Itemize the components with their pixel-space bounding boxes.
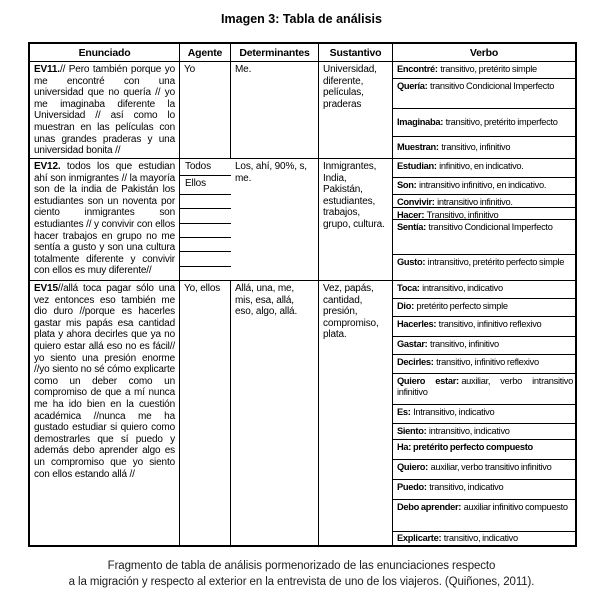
- verb-description: transitivo, infinitivo reflexivo: [436, 356, 539, 367]
- ev15-label: EV15: [34, 283, 58, 294]
- verb-name: Decirles:: [397, 356, 434, 367]
- verb-row: [393, 440, 575, 460]
- agente-subcell: [180, 267, 231, 280]
- ev12-enunciado-cell: [30, 159, 180, 280]
- verb-name: Muestran:: [397, 142, 439, 152]
- verb-name: Estudian:: [397, 160, 437, 171]
- verb-description: intransitivo infinitivo, en indicativo.: [418, 179, 547, 190]
- verb-description: transitivo Condicional Imperfecto: [428, 221, 553, 232]
- ev15-determinantes-cell: Allá, una, me, mis, esa, allá, eso, algo, allá.: [231, 281, 319, 545]
- verb-name: Es:: [397, 406, 411, 417]
- verb-row: [393, 532, 575, 545]
- table-row-ev11: [30, 62, 575, 159]
- verb-name: Encontré:: [397, 63, 438, 74]
- verb-row: [393, 500, 575, 532]
- ev11-label: EV11.: [34, 64, 60, 75]
- ev12-verbo-cell: [393, 159, 575, 280]
- ev11-agente-cell: Yo: [180, 62, 231, 158]
- header-verbo: Verbo: [469, 46, 499, 59]
- verb-row: [393, 337, 575, 355]
- verb-row: [393, 355, 575, 374]
- ev15-sustantivo-cell: Vez, papás, cantidad, presión, compromiso, plata.: [319, 281, 393, 545]
- agente-subcell: Todos: [180, 159, 231, 176]
- ev12-sustantivo-cell: Inmigrantes, India, Pakistán, estudiantes, trabajos, grupo, cultura.: [319, 159, 393, 280]
- verb-row: [393, 159, 575, 178]
- verb-name: Quiero estar:: [397, 375, 459, 386]
- verb-description: transitivo, infinitivo: [441, 142, 511, 152]
- agente-subcell: [180, 252, 231, 266]
- verb-row: [393, 79, 575, 109]
- verb-name: Siento:: [397, 425, 427, 436]
- verb-description: auxiliar, verbo transitivo infinitivo: [430, 461, 552, 472]
- caption-line-2: a la migración y respecto al exterior en la entrevista de uno de los viajeros. (Quiñones, 2011).: [68, 575, 535, 588]
- ev11-enunciado-cell: [30, 62, 180, 158]
- ev15-verbo-cell: [393, 281, 575, 545]
- figure-caption: [0, 559, 603, 590]
- verb-row: [393, 480, 575, 500]
- verb-row: [393, 281, 575, 299]
- verb-name: Toca:: [397, 282, 420, 293]
- verb-name: Hacerles:: [397, 318, 437, 329]
- verb-description: Transitivo, infinitivo: [426, 209, 499, 220]
- verb-description: Intransitivo, indicativo: [413, 406, 495, 417]
- verb-name: Gusto:: [397, 256, 426, 267]
- verb-name: Son:: [397, 179, 417, 190]
- agente-subcell: [180, 224, 231, 238]
- verb-name: Quiero:: [397, 461, 428, 472]
- header-sustantivo: Sustantivo: [319, 44, 393, 61]
- verb-name: Sentía:: [397, 221, 426, 232]
- header-agente: Agente: [180, 44, 231, 61]
- verb-name: Hacer:: [397, 209, 425, 220]
- verb-name: Dio:: [397, 300, 414, 311]
- ev15-enunciado-cell: [30, 281, 180, 545]
- agente-subcell: Ellos: [180, 176, 231, 195]
- ev12-determinantes-cell: Los, ahí, 90%, s, me.: [231, 159, 319, 280]
- verb-row: [393, 109, 575, 137]
- agente-subcell: [180, 195, 231, 209]
- verb-description: transitivo, pretérito imperfecto: [445, 117, 558, 127]
- header-determinantes: Determinantes: [231, 44, 319, 61]
- verb-description: infinitivo, en indicativo.: [439, 160, 524, 171]
- verb-row: [393, 299, 575, 317]
- agente-subcell: [180, 238, 231, 252]
- verb-row: [393, 460, 575, 480]
- verb-description: auxiliar, verbo intransitivo infinitivo: [397, 375, 573, 397]
- figure-title: Imagen 3: Tabla de análisis: [221, 12, 382, 26]
- ev11-determinantes-cell: Me.: [231, 62, 319, 158]
- verb-description: intransitivo infinitivo.: [437, 196, 513, 207]
- verb-name: Puedo:: [397, 481, 427, 492]
- verb-row: [393, 178, 575, 195]
- verb-description: transitivo, infinitivo reflexivo: [438, 318, 542, 329]
- verb-row: [393, 317, 575, 337]
- verb-description: intransitivo, indicativo: [422, 282, 503, 293]
- ev11-verbo-cell: [393, 62, 575, 158]
- verb-row: [393, 62, 575, 79]
- verb-description: intransitivo, pretérito perfecto simple: [427, 256, 565, 267]
- verb-name: Imaginaba:: [397, 117, 444, 127]
- table-row-ev12: [30, 159, 575, 281]
- ev12-label: EV12.: [34, 161, 61, 172]
- verb-row: [393, 255, 575, 280]
- verb-row: [393, 137, 575, 158]
- verb-description: intransitivo, indicativo: [428, 425, 510, 436]
- verb-name: Convivir:: [397, 196, 435, 207]
- ev12-agente-cell: [180, 159, 231, 280]
- verb-description: transitivo Condicional Imperfecto: [429, 80, 555, 91]
- ev15-enunciado-text: //allá toca pagar sólo una vez entonces eso también me dio duro //porque es hacerles gastar mis papás esa cantidad plata y ahora decirles que ya no quiero estar allá eso no es fácil// yo siento una presión enorme //yo siento no sé cómo explicarte como un deber como un compromiso de que a mí nunca me ha ido bien en la cuestión académica //nunca me ha gustado estudiar si quiero como demostrarles que sí puedo y además debo aprender algo es un compromiso que yo siento con ellos estando allá //: [34, 283, 175, 480]
- verb-name: Ha: pretérito perfecto compuesto: [397, 441, 533, 452]
- table-row-ev15: [30, 281, 575, 545]
- verb-description: pretérito perfecto simple: [416, 300, 508, 311]
- analysis-table: [28, 42, 577, 547]
- verb-name: Gastar:: [397, 338, 428, 349]
- ev15-agente-cell: Yo, ellos: [180, 281, 231, 545]
- verb-description: transitivo, indicativo: [443, 533, 518, 543]
- verb-row: [393, 374, 575, 405]
- verb-description: transitivo, pretérito simple: [440, 63, 537, 74]
- verb-row: [393, 424, 575, 440]
- ev11-enunciado-text: // Pero también porque yo me encontré con una universidad que no quería // yo me imaginaba diferente la Universidad // así como lo muestran en las películas con unas grandes praderas y una universidad bonita //: [34, 64, 175, 157]
- verb-row: [393, 195, 575, 208]
- verb-row: [393, 405, 575, 424]
- ev12-enunciado-text: todos los que estudian ahí son inmigrantes // la mayoría son de la india de Pakistán los estudiantes son un noventa por ciento inmigrantes son estudiantes // y convivir con ellos hacer trabajos en grupo no me sentía a gusto y son una cultura totalmente diferente y convivir con ellos es muy diferente//: [34, 161, 175, 277]
- header-enunciado: Enunciado: [30, 44, 180, 61]
- verb-description: transitivo, infinitivo: [429, 338, 499, 349]
- verb-description: transitivo, indicativo: [429, 481, 504, 492]
- ev11-sustantivo-cell: Universidad, diferente, películas, praderas: [319, 62, 393, 158]
- agente-subcell: [180, 209, 231, 223]
- verb-name: Debo aprender:: [397, 501, 462, 512]
- table-header-row: [30, 44, 575, 62]
- caption-line-1: Fragmento de tabla de análisis pormenorizado de las enunciaciones respecto: [107, 560, 496, 572]
- verb-row: [393, 220, 575, 255]
- verb-row: [393, 208, 575, 220]
- verb-description: auxiliar infinitivo compuesto: [463, 501, 568, 512]
- verb-name: Quería:: [397, 80, 428, 91]
- verb-name: Explicarte:: [397, 533, 442, 543]
